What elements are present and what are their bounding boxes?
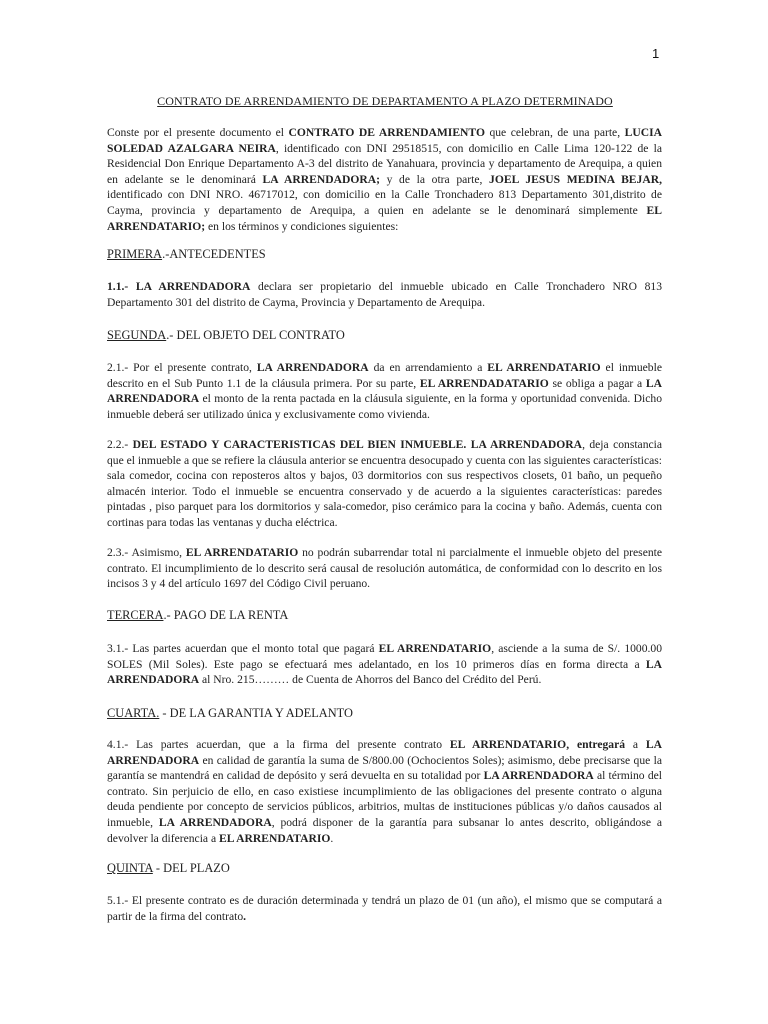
page-number: 1 xyxy=(652,46,660,61)
intro-paragraph: Conste por el presente documento el CONTRATO DE ARRENDAMIENTO que celebran, de una parte, LUCIA SOLEDAD AZALGARA NEIRA, identificado con DNI 29518515, con domicilio en Calle Lima 120-122 de la Residencial Don Enrique Departamento A-3 del distrito de Yanahuara, provincia y departamento de Arequipa, a quien en adelante se le denominará LA ARRENDADORA; y de la otra parte, JOEL JESUS MEDINA BEJAR, identificado con DNI NRO. 46717012, con domicilio en la Calle Tronchadero 813 Departamento 301,distrito de Cayma, provincia y departamento de Arequipa, a quien en adelante se le denominará simplemente EL ARRENDATARIO; en los términos y condiciones siguientes: xyxy=(107,126,662,233)
clause-segunda-heading: SEGUNDA.- DEL OBJETO DEL CONTRATO xyxy=(107,328,345,342)
clause-2-3: 2.3.- Asimismo, EL ARRENDATARIO no podrán subarrendar total ni parcialmente el inmueble objeto del presente contrato. El incumplimiento de lo descrito será causal de resolución automática, de conformidad con lo descrito en los incisos 3 y 4 del artículo 1697 del Código Civil peruano. xyxy=(107,546,662,591)
clause-5-1: 5.1.- El presente contrato es de duración determinada y tendrá un plazo de 01 (un año), el mismo que se computará a partir de la firma del contrato. xyxy=(107,894,662,923)
clause-3-1: 3.1.- Las partes acuerdan que el monto total que pagará EL ARRENDATARIO, asciende a la suma de S/. 1000.00 SOLES (Mil Soles). Este pago se efectuará mes adelantado, en los 10 primeros días en forma directa a LA ARRENDADORA al Nro. 215……… de Cuenta de Ahorros del Banco del Crédito del Perú. xyxy=(107,642,662,687)
clause-2-2: 2.2.- DEL ESTADO Y CARACTERISTICAS DEL BIEN INMUEBLE. LA ARRENDADORA, deja constancia que el inmueble a que se refiere la cláusula anterior se encuentra desocupado y cuenta con las siguientes características: sala comedor, cocina con reposteros altos y bajos, 03 dormitorios con sus respectivos closets, 01 baño, un pequeño almacén interior. Todo el inmueble se encuentra conservado y de acuerdo a la siguientes características: paredes pintadas , piso parquet para los dormitorios y sala-comedor, piso cerámico para la cocina y baño. Además, cuenta con cortinas para todas las ventanas y ducha eléctrica. xyxy=(107,438,663,529)
clause-quinta-heading: QUINTA - DEL PLAZO xyxy=(107,861,230,875)
clause-cuarta-heading: CUARTA. - DE LA GARANTIA Y ADELANTO xyxy=(107,706,353,720)
clause-tercera-heading: TERCERA.- PAGO DE LA RENTA xyxy=(107,608,289,622)
document-title: CONTRATO DE ARRENDAMIENTO DE DEPARTAMENTO A PLAZO DETERMINADO xyxy=(157,94,613,108)
clause-2-1: 2.1.- Por el presente contrato, LA ARRENDADORA da en arrendamiento a EL ARRENDATARIO el inmueble descrito en el Sub Punto 1.1 de la cláusula primera. Por su parte, EL ARRENDADATARIO se obliga a pagar a LA ARRENDADORA el monto de la renta pactada en la cláusula siguiente, en la forma y oportunidad convenida. Dicho inmueble deberá ser utilizado única y exclusivamente como vivienda. xyxy=(107,361,662,421)
clause-primera-heading: PRIMERA.-ANTECEDENTES xyxy=(107,247,266,261)
clause-1-1: 1.1.- LA ARRENDADORA declara ser propietario del inmueble ubicado en Calle Tronchadero NRO 813 Departamento 301 del distrito de Cayma, Provincia y Departamento de Arequipa. xyxy=(107,280,663,309)
clause-4-1: 4.1.- Las partes acuerdan, que a la firma del presente contrato EL ARRENDATARIO, entregará a LA ARRENDADORA en calidad de garantía la suma de S/800.00 (Ochocientos Soles); asimismo, debe precisarse que la garantía se mantendrá en calidad de depósito y será devuelta en su totalidad por LA ARRENDADORA al término del contrato. Sin perjuicio de ello, en caso existiese incumplimiento de las obligaciones del presente contrato o alguna deuda pendiente por concepto de servicios públicos, arbitrios, multas de instituciones públicas y/o daños causados al inmueble, LA ARRENDADORA, podrá disponer de la garantía para subsanar lo antes descrito, obligándose a devolver la diferencia a EL ARRENDATARIO. xyxy=(107,738,662,845)
